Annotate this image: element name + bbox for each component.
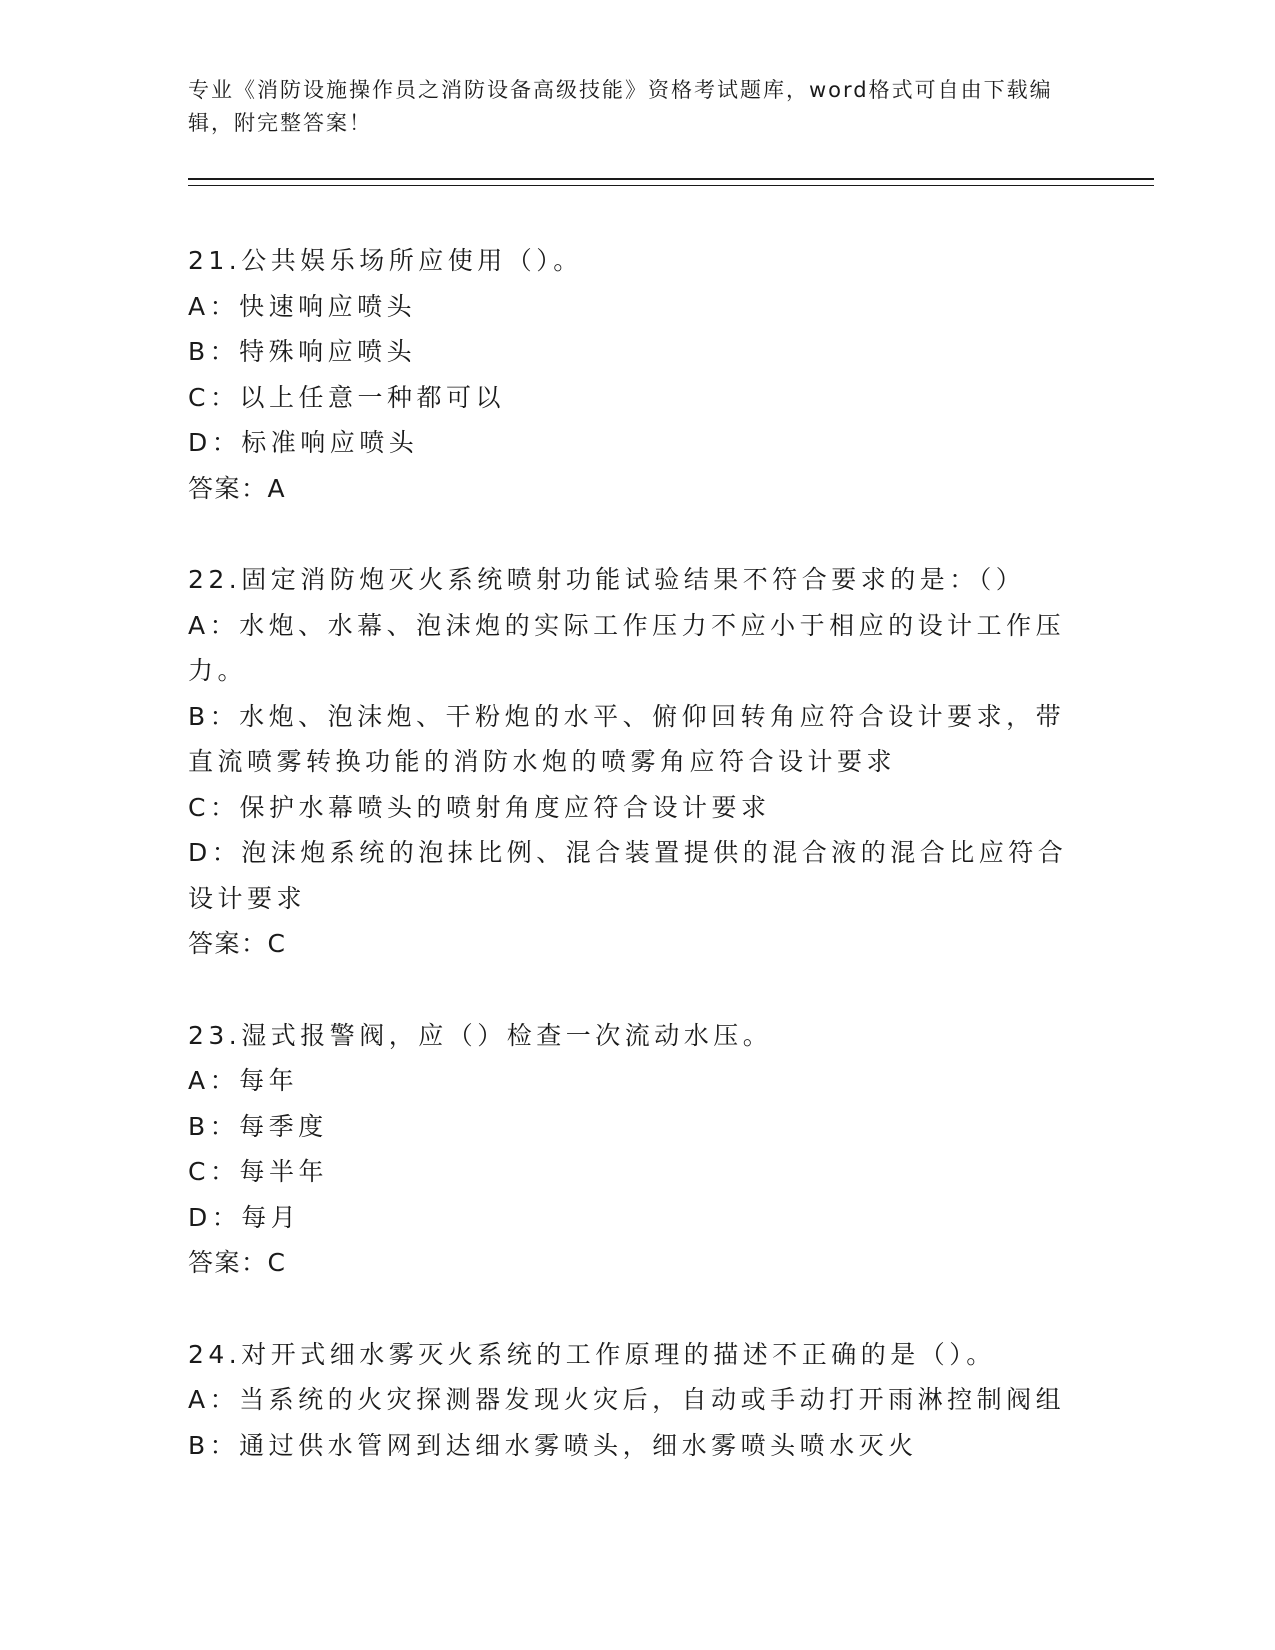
header-divider	[188, 178, 1154, 186]
option-b: B：通过供水管网到达细水雾喷头，细水雾喷头喷水灭火	[188, 1430, 918, 1460]
question-24	[188, 1332, 1068, 1469]
option-b: B：特殊响应喷头	[188, 337, 417, 366]
question-list	[188, 238, 1068, 1514]
question-22	[188, 557, 1068, 967]
option-d: D：标准响应喷头	[188, 428, 419, 457]
option-a: A：水炮、水幕、泡沫炮的实际工作压力不应小于相应的设计工作压力。	[188, 610, 1066, 685]
option-c: C：以上任意一种都可以	[188, 382, 505, 412]
option-a: A：每年	[188, 1066, 299, 1095]
question-stem: 22.固定消防炮灭火系统喷射功能试验结果不符合要求的是：（）	[188, 565, 1026, 594]
answer-line: 答案：A	[188, 473, 287, 503]
answer-line: 答案：C	[188, 1248, 287, 1277]
answer-line: 答案：C	[188, 929, 287, 958]
option-d: D：每月	[188, 1202, 301, 1232]
option-a: A：当系统的火灾探测器发现火灾后，自动或手动打开雨淋控制阀组	[188, 1385, 1066, 1414]
question-stem: 24.对开式细水雾灭火系统的工作原理的描述不正确的是（）。	[188, 1339, 996, 1369]
question-stem: 21.公共娱乐场所应使用（）。	[188, 246, 583, 275]
option-c: C：每半年	[188, 1157, 328, 1186]
option-a: A：快速响应喷头	[188, 291, 417, 321]
question-23	[188, 1013, 1068, 1286]
question-stem: 23.湿式报警阀，应（）检查一次流动水压。	[188, 1020, 773, 1050]
option-d: D：泡沫炮系统的泡抹比例、混合装置提供的混合液的混合比应符合设计要求	[188, 838, 1068, 913]
question-21	[188, 238, 1068, 511]
document-header: 专业《消防设施操作员之消防设备高级技能》资格考试题库，word格式可自由下载编辑，附完整答案！	[188, 78, 1053, 135]
option-c: C：保护水幕喷头的喷射角度应符合设计要求	[188, 792, 771, 822]
option-b: B：水炮、泡沫炮、干粉炮的水平、俯仰回转角应符合设计要求，带直流喷雾转换功能的消防水炮的喷雾角应符合设计要求	[188, 701, 1066, 776]
option-b: B：每季度	[188, 1111, 328, 1141]
